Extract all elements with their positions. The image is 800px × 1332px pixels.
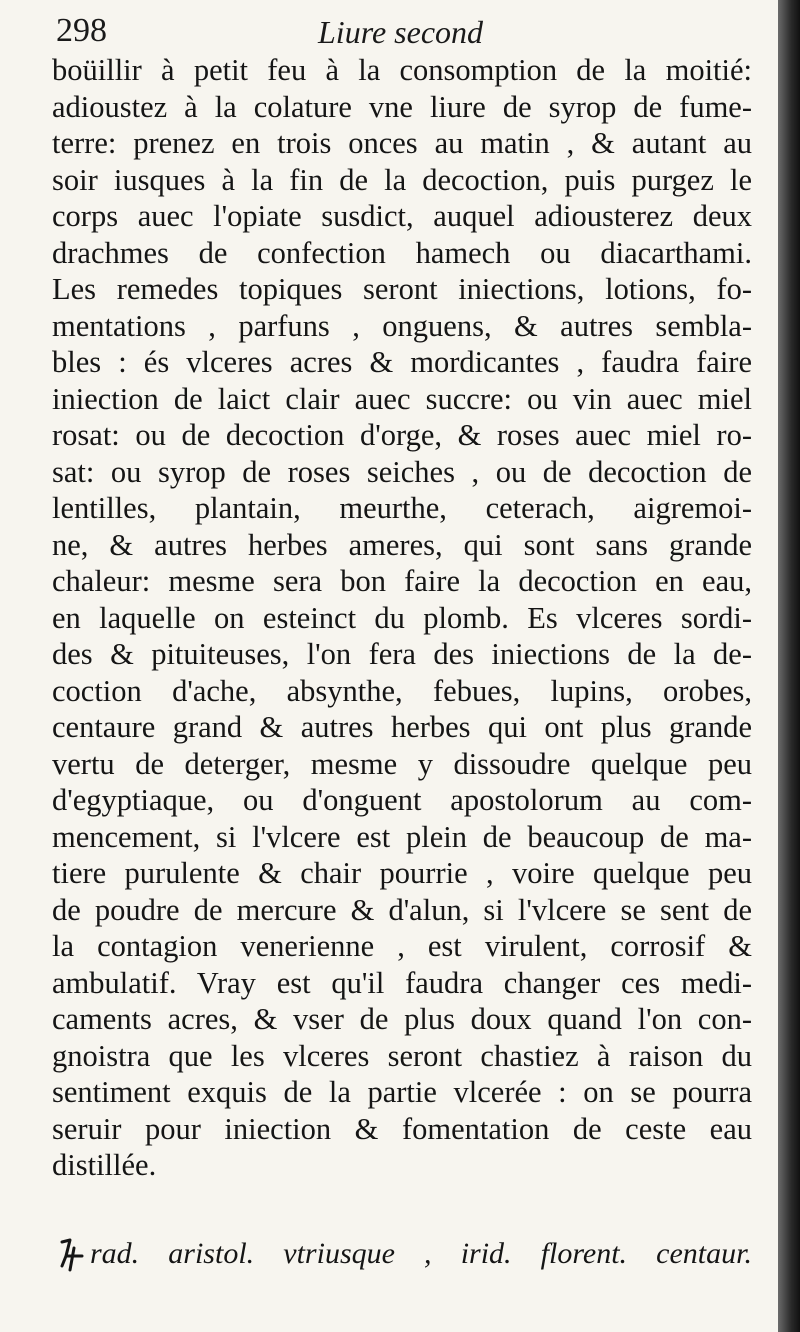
text-line: en laquelle on esteinct du plomb. Es vlceres sordi- xyxy=(52,600,752,635)
text-line: d'egyptiaque, ou d'onguent apostolorum au com- xyxy=(52,783,752,817)
text-line: centaure grand & autres herbes qui ont plus grande xyxy=(52,710,752,744)
text-line: sentiment exquis de la partie vlcerée : on se pourra xyxy=(52,1075,752,1109)
running-title: Liure second xyxy=(318,14,484,50)
page-number: 298 xyxy=(56,12,107,49)
text-line: seruir pour iniection & fomentation de ceste eau xyxy=(52,1111,752,1146)
text-line: chaleur: mesme sera bon faire la decoction en eau, xyxy=(52,564,752,598)
text-line: vertu de deterger, mesme y dissoudre quelque peu xyxy=(52,746,752,781)
text-line: drachmes de confection hamech ou diacarthami. xyxy=(52,235,752,270)
body-text xyxy=(52,52,752,1184)
text-line: Les remedes topiques seront iniections, lotions, fo- xyxy=(52,272,752,306)
text-line: tiere purulente & chair pourrie , voire quelque peu xyxy=(52,856,752,890)
text-line: corps auec l'opiate susdict, auquel adiousterez deux xyxy=(52,199,752,233)
text-line: lentilles, plantain, meurthe, ceterach, aigremoi- xyxy=(52,491,752,525)
text-line: iniection de laict clair auec succre: ou vin auec miel xyxy=(52,381,752,416)
text-line: gnoistra que les vlceres seront chastiez à raison du xyxy=(52,1038,752,1073)
text-line: soir iusques à la fin de la decoction, puis purgez le xyxy=(52,162,752,197)
text-line: terre: prenez en trois onces au matin , & autant au xyxy=(52,126,752,160)
text-line: adioustez à la colature vne liure de syrop de fume- xyxy=(52,89,752,124)
text-line: coction d'ache, absynthe, febues, lupins, orobes, xyxy=(52,673,752,708)
text-line: la contagion venerienne , est virulent, corrosif & xyxy=(52,929,752,963)
text-line: distillée. xyxy=(52,1148,157,1182)
recipe-line: rad. aristol. vtriusque , irid. florent. centaur. xyxy=(90,1237,752,1270)
text-line: caments acres, & vser de plus doux quand l'on con- xyxy=(52,1002,752,1036)
text-line: mencement, si l'vlcere est plein de beaucoup de ma- xyxy=(52,819,752,854)
text-line: ambulatif. Vray est qu'il faudra changer ces medi- xyxy=(52,965,752,1000)
text-line: de poudre de mercure & d'alun, si l'vlcere se sent de xyxy=(52,892,752,927)
text-line: sat: ou syrop de roses seiches , ou de decoction de xyxy=(52,454,752,489)
text-line: boüillir à petit feu à la consomption de la moitié: xyxy=(52,53,752,87)
text-line: rosat: ou de decoction d'orge, & roses auec miel ro- xyxy=(52,418,752,452)
text-line: bles : és vlceres acres & mordicantes , faudra faire xyxy=(52,345,752,379)
page-gutter-shadow xyxy=(778,0,800,1332)
text-line: des & pituiteuses, l'on fera des iniections de la de- xyxy=(52,637,752,671)
text-line: ne, & autres herbes ameres, qui sont sans grande xyxy=(52,527,752,562)
text-line: mentations , parfuns , onguens, & autres sembla- xyxy=(52,308,752,343)
recipe-symbol-icon xyxy=(56,1236,90,1274)
page-header xyxy=(56,8,756,54)
